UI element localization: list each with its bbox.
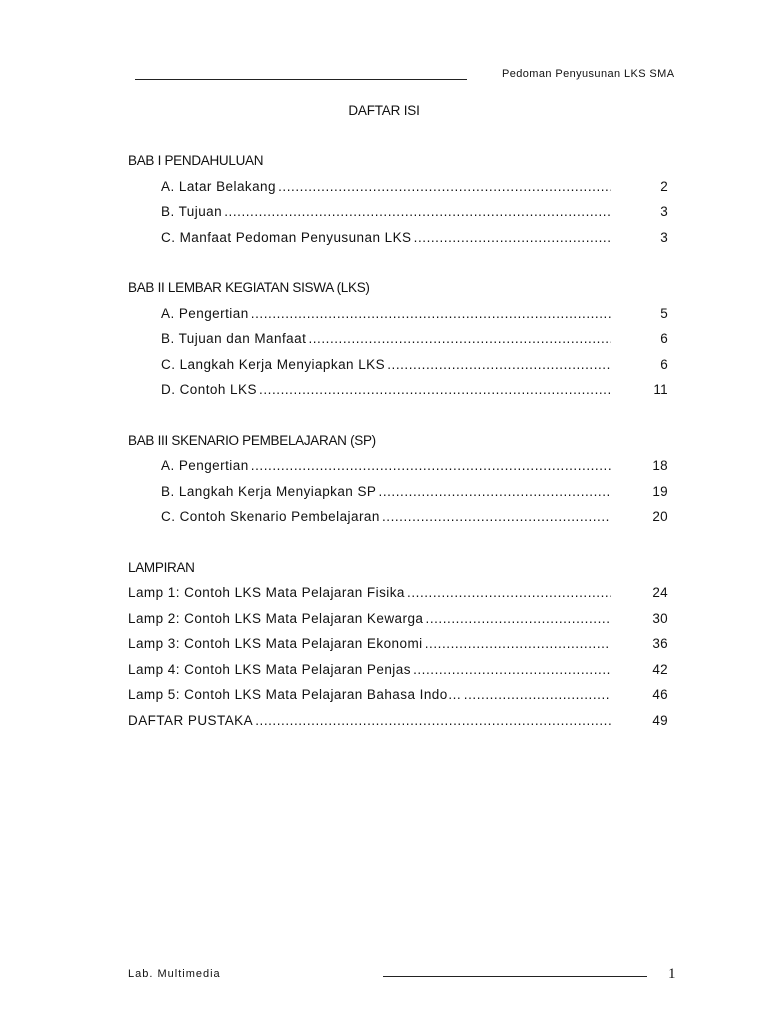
- toc-entry-page: 6: [660, 331, 668, 346]
- toc-entry-page: 3: [660, 229, 668, 245]
- toc-entry-label: C. Langkah Kerja Menyiapkan LKS: [161, 356, 386, 372]
- toc-entry[interactable]: [128, 455, 668, 481]
- toc-entry[interactable]: [128, 328, 668, 354]
- running-title: Pedoman Penyusunan LKS SMA: [502, 68, 675, 80]
- toc-entry-page: 20: [652, 509, 668, 524]
- toc-entry[interactable]: [128, 227, 668, 253]
- toc-entry-page: 30: [652, 610, 668, 626]
- section-heading: BAB I PENDAHULUAN: [128, 153, 264, 168]
- toc-section-bab-1: [128, 150, 668, 252]
- toc-entry-label: Lamp 1: Contoh LKS Mata Pelajaran Fisika: [128, 585, 405, 600]
- toc-entry[interactable]: [128, 506, 668, 532]
- toc-entry-page: 36: [652, 636, 668, 651]
- toc-entry-page: 49: [652, 712, 668, 728]
- toc-entry[interactable]: [128, 176, 668, 202]
- toc-entry-label: Lamp 3: Contoh LKS Mata Pelajaran Ekonomi: [128, 636, 423, 651]
- toc-entry-page: 46: [652, 687, 668, 702]
- section-heading: BAB III SKENARIO PEMBELAJARAN (SP): [128, 432, 376, 448]
- footer-lab-name: Lab. Multimedia: [128, 968, 221, 980]
- toc-entry-label: B. Tujuan: [161, 204, 223, 219]
- footer-rule: [383, 976, 647, 977]
- toc-entry[interactable]: [128, 481, 668, 507]
- toc-entry[interactable]: [128, 303, 668, 329]
- toc-entry-label: Lamp 5: Contoh LKS Mata Pelajaran Bahasa Indo…: [128, 687, 462, 702]
- toc-entry-label: B. Tujuan dan Manfaat: [161, 331, 307, 346]
- header-rule: [135, 79, 467, 80]
- toc-section-bab-2: [128, 277, 668, 405]
- toc-entry-label: A. Pengertian: [161, 305, 249, 321]
- toc-entry[interactable]: [128, 710, 668, 736]
- section-heading: LAMPIRAN: [128, 559, 195, 575]
- toc-entry[interactable]: [128, 354, 668, 380]
- toc-entry[interactable]: [128, 659, 668, 685]
- toc-entry-label: DAFTAR PUSTAKA: [128, 712, 254, 728]
- toc-entry-page: 18: [652, 458, 668, 473]
- page-title: DAFTAR ISI: [348, 103, 420, 118]
- toc-entry-page: 19: [652, 483, 668, 499]
- toc-entry-label: A. Pengertian: [161, 458, 249, 473]
- page-number: 1: [668, 966, 676, 982]
- toc-entry[interactable]: [128, 684, 668, 710]
- toc-entry[interactable]: [128, 633, 668, 659]
- toc-entry[interactable]: [128, 608, 668, 634]
- toc-entry-label: A. Latar Belakang: [161, 178, 276, 194]
- table-of-contents: [128, 150, 668, 760]
- toc-entry-label: C. Contoh Skenario Pembelajaran: [161, 509, 380, 524]
- toc-entry-page: 6: [660, 356, 668, 372]
- toc-section-bab-3: [128, 430, 668, 532]
- toc-entry-page: 5: [660, 305, 668, 321]
- toc-entry[interactable]: [128, 201, 668, 227]
- toc-entry-page: 2: [660, 178, 668, 194]
- toc-entry-label: B. Langkah Kerja Menyiapkan SP: [161, 483, 377, 499]
- toc-entry-page: 24: [652, 585, 668, 600]
- toc-entry-label: Lamp 2: Contoh LKS Mata Pelajaran Kewarga: [128, 610, 424, 626]
- toc-entry-label: D. Contoh LKS: [161, 382, 257, 397]
- toc-entry-page: 11: [653, 382, 668, 397]
- toc-entry-label: C. Manfaat Pedoman Penyusunan LKS: [161, 229, 412, 245]
- toc-entry-label: Lamp 4: Contoh LKS Mata Pelajaran Penjas: [128, 661, 411, 677]
- toc-entry[interactable]: [128, 582, 668, 608]
- toc-entry-page: 3: [660, 204, 668, 219]
- toc-entry[interactable]: [128, 379, 668, 405]
- toc-entry-page: 42: [652, 661, 668, 677]
- section-heading: BAB II LEMBAR KEGIATAN SISWA (LKS): [128, 280, 370, 295]
- toc-section-lampiran: [128, 557, 668, 736]
